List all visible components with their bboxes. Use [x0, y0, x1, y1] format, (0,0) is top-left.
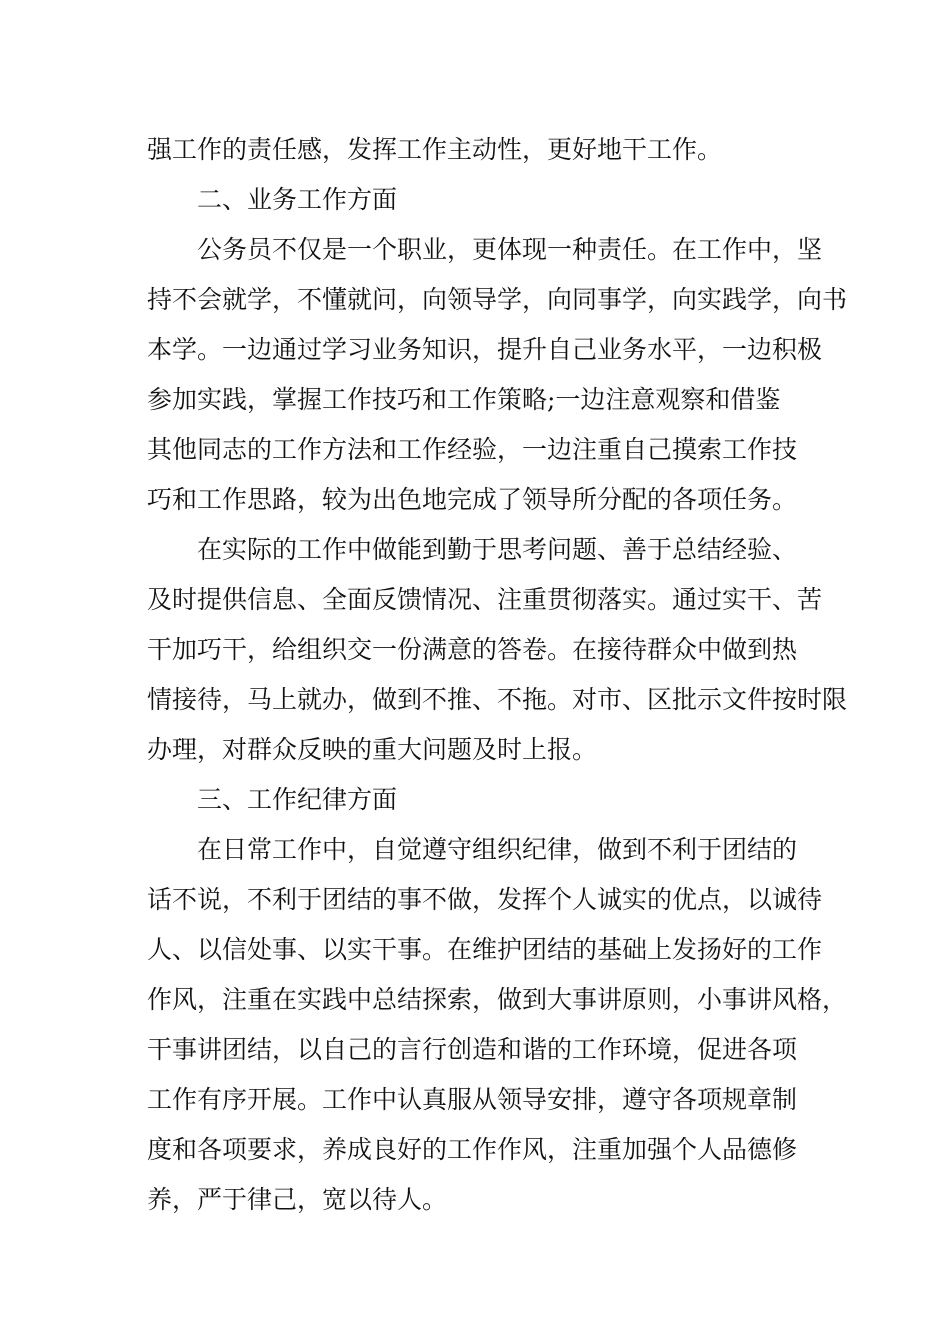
text-line: 公务员不仅是一个职业，更体现一种责任。在工作中，坚 [197, 235, 823, 264]
text-line: 办理，对群众反映的重大问题及时上报。 [147, 735, 598, 764]
section-heading-discipline: 三、工作纪律方面 [197, 785, 398, 814]
text-line: 干事讲团结，以自己的言行创造和谐的工作环境，促进各项 [147, 1035, 798, 1064]
text-line: 其他同志的工作方法和工作经验，一边注重自己摸索工作技 [147, 435, 798, 464]
text-line: 作风，注重在实践中总结探索，做到大事讲原则，小事讲风格， [147, 985, 848, 1014]
text-line: 人、以信处事、以实干事。在维护团结的基础上发扬好的工作 [147, 935, 823, 964]
text-line: 话不说，不利于团结的事不做，发挥个人诚实的优点，以诚待 [147, 885, 823, 914]
text-line: 情接待，马上就办，做到不推、不拖。对市、区批示文件按时限 [147, 685, 848, 714]
text-line: 持不会就学，不懂就问，向领导学，向同事学，向实践学，向书 [147, 285, 848, 314]
text-line: 参加实践，掌握工作技巧和工作策略;一边注意观察和借鉴 [147, 385, 781, 414]
section-heading-business: 二、业务工作方面 [197, 185, 398, 214]
text-line: 强工作的责任感，发挥工作主动性，更好地干工作。 [147, 135, 723, 164]
text-line: 度和各项要求，养成良好的工作作风，注重加强个人品德修 [147, 1135, 798, 1164]
text-line: 工作有序开展。工作中认真服从领导安排，遵守各项规章制 [147, 1085, 798, 1114]
text-line: 干加巧干，给组织交一份满意的答卷。在接待群众中做到热 [147, 635, 798, 664]
text-line: 及时提供信息、全面反馈情况、注重贯彻落实。通过实干、苦 [147, 585, 823, 614]
text-line: 在实际的工作中做能到勤于思考问题、善于总结经验、 [197, 535, 798, 564]
text-line: 巧和工作思路，较为出色地完成了领导所分配的各项任务。 [147, 485, 798, 514]
text-line: 本学。一边通过学习业务知识，提升自己业务水平，一边积极 [147, 335, 823, 364]
text-line: 在日常工作中，自觉遵守组织纪律，做到不利于团结的 [197, 835, 798, 864]
text-line: 养，严于律己，宽以待人。 [147, 1185, 448, 1214]
